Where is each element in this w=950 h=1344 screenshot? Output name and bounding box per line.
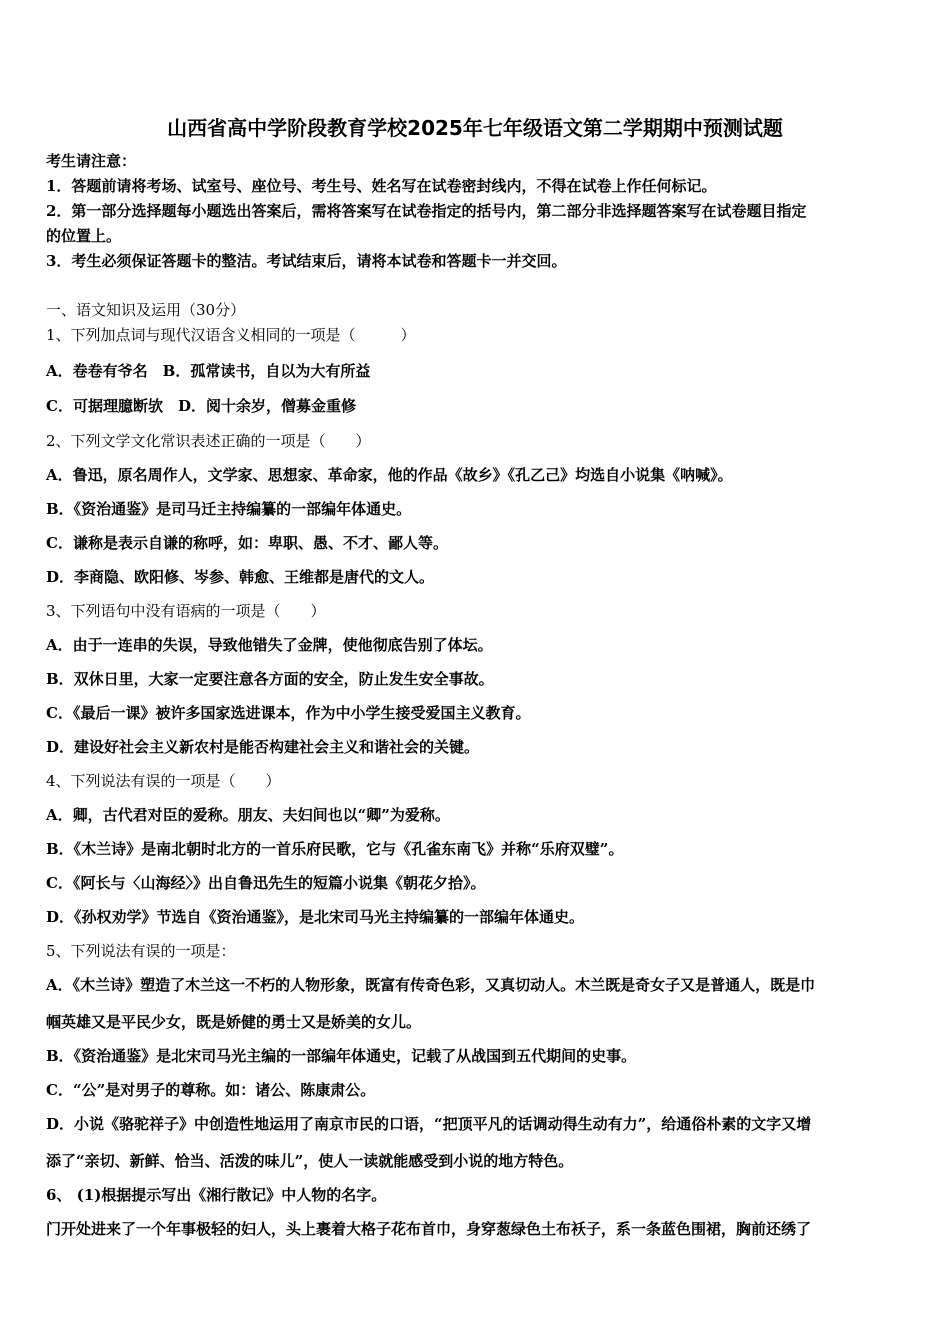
q3-option-b: B．双休日里，大家一定要注意各方面的安全，防止发生安全事故。 [46, 670, 494, 688]
section-heading: 一、语文知识及运用（30分） [46, 301, 246, 319]
q4-option-d: D．《孙权劝学》节选自《资治通鉴》，是北宋司马光主持编纂的一部编年体通史。 [46, 908, 585, 926]
q5-option-a-cont: 帼英雄又是平民少女，既是娇健的勇士又是娇美的女儿。 [46, 1013, 422, 1031]
q2-option-d: D．李商隐、欧阳修、岑参、韩愈、王维都是唐代的文人。 [46, 568, 435, 586]
q4-option-c: C．《阿长与〈山海经〉》出自鲁迅先生的短篇小说集《朝花夕拾》。 [46, 874, 486, 892]
q5-option-d-cont: 添了“亲切、新鲜、恰当、活泼的味儿”，使人一读就能感受到小说的地方特色。 [46, 1152, 574, 1170]
q6-passage: 门开处进来了一个年事极轻的妇人，头上裹着大格子花布首巾，身穿葱绿色土布袄子，系一条蓝色围裙，胸前还绣了 [46, 1220, 812, 1238]
q5-option-b: B．《资治通鉴》是北宋司马光主编的一部编年体通史，记载了从战国到五代期间的史事。 [46, 1047, 637, 1065]
q5-stem: 5、下列说法有误的一项是： [46, 942, 236, 960]
q3-option-a: A．由于一连串的失误，导致他错失了金牌，使他彻底告别了体坛。 [46, 636, 493, 654]
q3-stem: 3、下列语句中没有语病的一项是（ ） [46, 602, 326, 620]
q1-options-cd: C．可据理臆断欤 D．阅十余岁，僧募金重修 [46, 397, 356, 415]
q4-option-a: A．卿，古代君对臣的爱称。朋友、夫妇间也以“卿”为爱称。 [46, 806, 450, 824]
q4-option-b: B．《木兰诗》是南北朝时北方的一首乐府民歌，它与《孔雀东南飞》并称“乐府双璧”。 [46, 840, 624, 858]
notice-item-3: 3．考生必须保证答题卡的整洁。考试结束后，请将本试卷和答题卡一并交回。 [46, 252, 567, 270]
q3-option-c: C．《最后一课》被许多国家选进课本，作为中小学生接受爱国主义教育。 [46, 704, 531, 722]
q6-stem: 6、 (1)根据提示写出《湘行散记》中人物的名字。 [46, 1186, 387, 1204]
q4-stem: 4、下列说法有误的一项是（ ） [46, 772, 281, 790]
q5-option-c: C．“公”是对男子的尊称。如：诸公、陈康肃公。 [46, 1081, 376, 1099]
q2-option-c: C．谦称是表示自谦的称呼，如：卑职、愚、不才、鄙人等。 [46, 534, 448, 552]
page-title: 山西省高中学阶段教育学校2025年七年级语文第二学期期中预测试题 [167, 116, 783, 140]
q1-stem: 1、下列加点词与现代汉语含义相同的一项是（ ） [46, 326, 416, 344]
notice-item-1: 1．答题前请将考场、试室号、座位号、考生号、姓名写在试卷密封线内，不得在试卷上作任何标记。 [46, 177, 717, 195]
q5-option-a: A．《木兰诗》塑造了木兰这一不朽的人物形象，既富有传奇色彩，又真切动人。木兰既是奇女子又是普通人，既是巾 [46, 976, 816, 994]
q2-option-b: B．《资治通鉴》是司马迁主持编纂的一部编年体通史。 [46, 500, 412, 518]
notice-item-2-cont: 的位置上。 [46, 227, 122, 245]
q2-option-a: A．鲁迅，原名周作人，文学家、思想家、革命家，他的作品《故乡》《孔乙己》均选自小说集《呐喊》。 [46, 466, 733, 484]
notice-item-2: 2．第一部分选择题每小题选出答案后，需将答案写在试卷指定的括号内，第二部分非选择题答案写在试卷题目指定 [46, 202, 807, 220]
notice-heading: 考生请注意： [46, 152, 137, 170]
q2-stem: 2、下列文学文化常识表述正确的一项是（ ） [46, 432, 371, 450]
q5-option-d: D．小说《骆驼祥子》中创造性地运用了南京市民的口语，“把顶平凡的话调动得生动有力”，给通俗朴素的文字又增 [46, 1115, 812, 1133]
q3-option-d: D．建设好社会主义新农村是能否构建社会主义和谐社会的关键。 [46, 738, 480, 756]
q1-options-ab: A．卷卷有爷名 B．孤常读书，自以为大有所益 [46, 362, 371, 380]
